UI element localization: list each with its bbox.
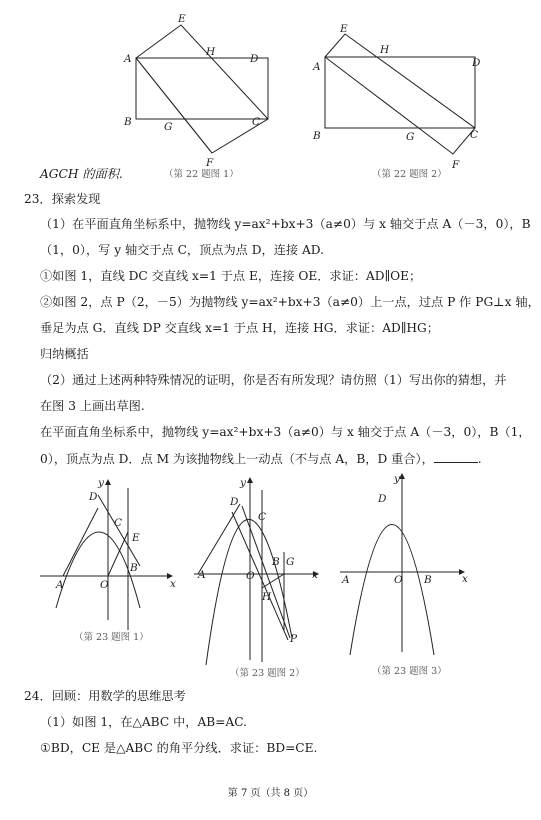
label-B: B: [130, 562, 138, 574]
label-y: y: [240, 477, 246, 489]
label-E: E: [132, 532, 140, 544]
label-A: A: [56, 579, 64, 591]
label-G: G: [286, 556, 295, 568]
text-line-14: ①BD，CE 是△ABC 的角平分线．求证：BD=CE.: [40, 741, 318, 755]
figure-23-3-drawing: [338, 470, 478, 660]
label-A: A: [342, 574, 350, 586]
text-line-9: 在图 3 上画出草图.: [40, 399, 145, 413]
text-line-5: ②如图 2，点 P（2，－5）为抛物线 y=ax²+bx+3（a≠0）上一点，过点 P 作 PG⊥x 轴，: [40, 295, 540, 309]
label-C: C: [470, 129, 479, 141]
label-G: G: [406, 131, 415, 143]
label-y: y: [394, 473, 400, 485]
label-H: H: [262, 591, 272, 603]
text-line-4: ①如图 1，直线 DC 交直线 x=1 于点 E，连接 OE．求证：AD∥OE；: [40, 269, 422, 283]
label-P: P: [290, 633, 298, 645]
text-line-10: 在平面直角坐标系中，抛物线 y=ax²+bx+3（a≠0）与 x 轴交于点 A（－3，0），B（1，: [40, 425, 531, 439]
figure-23-2-caption: （第 23 题图 2）: [230, 668, 305, 679]
text-line-8: （2）通过上述两种特殊情况的证明，你是否有所发现？请仿照（1）写出你的猜想，并: [40, 373, 507, 387]
figure-23-3-caption: （第 23 题图 3）: [372, 666, 447, 677]
label-F: F: [206, 157, 214, 169]
label-O: O: [394, 574, 403, 586]
text-line-2: （1）在平面直角坐标系中，抛物线 y=ax²+bx+3（a≠0）与 x 轴交于点 A（－3，0），B: [40, 217, 531, 231]
question-24-heading: 24．回顾：用数学的思维思考: [24, 689, 186, 703]
text-line-11-wrap: 0），顶点为点 D．点 M 为该抛物线上一动点（不与点 A，B，D 重合）， .: [40, 452, 482, 466]
figure-23-2: [192, 470, 332, 680]
page-footer: 第 7 页（共 8 页）: [227, 788, 314, 799]
label-A: A: [124, 53, 132, 65]
label-H: H: [206, 46, 216, 58]
label-E: E: [178, 13, 186, 25]
label-F: F: [452, 159, 460, 171]
label-G: G: [164, 121, 173, 133]
label-D: D: [230, 496, 239, 508]
figure-23-1: [36, 470, 181, 650]
subheading-generalize: 归纳概括: [40, 347, 89, 361]
figure-23-2-drawing: [192, 470, 332, 680]
text-line-0: AGCH 的面积.: [40, 167, 123, 181]
label-x: x: [462, 573, 468, 585]
label-E: E: [340, 23, 348, 35]
text-line-11: 0），顶点为点 D．点 M 为该抛物线上一动点（不与点 A，B，D 重合），: [40, 452, 434, 466]
label-A: A: [198, 569, 206, 581]
figure-22-2-caption: （第 22 题图 2）: [372, 169, 447, 180]
figure-23-3: [338, 470, 478, 660]
label-C: C: [114, 517, 123, 529]
label-C: C: [258, 511, 267, 523]
label-D: D: [89, 491, 98, 503]
text-line-13: （1）如图 1，在△ABC 中，AB=AC.: [40, 715, 247, 729]
label-B: B: [424, 574, 432, 586]
label-y: y: [98, 477, 104, 489]
answer-blank: [434, 450, 478, 463]
label-O: O: [100, 579, 109, 591]
label-H: H: [380, 44, 390, 56]
label-D: D: [472, 57, 481, 69]
figure-22-2: [308, 8, 488, 173]
figure-23-1-caption: （第 23 题图 1）: [74, 632, 149, 643]
figure-23-1-drawing: [36, 470, 181, 650]
text-line-3: （1，0），写 y 轴交于点 C，顶点为点 D，连接 AD.: [40, 243, 324, 257]
label-D: D: [250, 53, 259, 65]
label-x: x: [312, 569, 318, 581]
question-23-heading: 23．探索发现: [24, 192, 101, 206]
label-D: D: [378, 493, 387, 505]
figure-22-1: [118, 8, 278, 168]
label-B: B: [313, 130, 321, 142]
figure-22-2-drawing: [308, 8, 488, 173]
text-line-6: 垂足为点 G．直线 DP 交直线 x=1 于点 H，连接 HG．求证：AD∥HG；: [40, 321, 439, 335]
label-C: C: [252, 116, 261, 128]
label-O: O: [246, 570, 255, 582]
figure-22-1-drawing: [118, 8, 278, 168]
label-B: B: [124, 116, 132, 128]
label-A: A: [313, 61, 321, 73]
figure-22-1-caption: （第 22 题图 1）: [164, 169, 239, 180]
label-x: x: [170, 578, 176, 590]
label-B: B: [272, 556, 280, 568]
